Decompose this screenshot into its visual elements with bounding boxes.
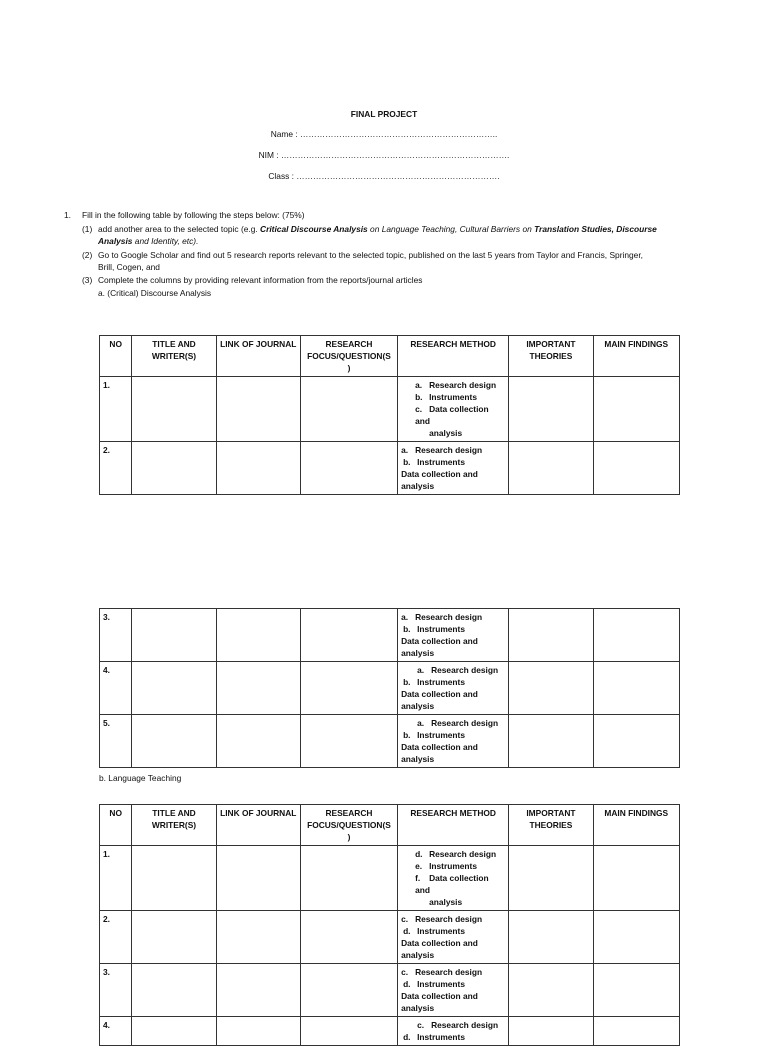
class-field: Class : ………………………………………………………………. — [268, 171, 500, 181]
row-number: 3. — [100, 964, 132, 1017]
cell-title[interactable] — [132, 442, 216, 495]
cell-method[interactable]: c. Research design d. Instruments Data collection and analysis — [398, 964, 509, 1017]
cell-method[interactable]: c. Research design d. Instruments Data collection and analysis — [398, 911, 509, 964]
header-findings: MAIN FINDINGS — [593, 336, 679, 377]
step-number: (2) — [82, 250, 93, 260]
header-method: RESEARCH METHOD — [398, 805, 509, 846]
cell-title[interactable] — [132, 1017, 216, 1046]
cell-theories[interactable] — [509, 662, 593, 715]
header-focus: RESEARCH FOCUS/QUESTION(S ) — [300, 805, 397, 846]
cell-theories[interactable] — [509, 715, 593, 768]
cell-theories[interactable] — [509, 911, 593, 964]
step-3-text: Complete the columns by providing relevant information from the reports/journal articles — [98, 275, 423, 285]
header-title: TITLE AND WRITER(S) — [132, 336, 216, 377]
row-number: 1. — [100, 377, 132, 442]
table-row — [100, 964, 680, 1017]
cell-method[interactable]: a. Research design b. Instruments Data collection and analysis — [398, 442, 509, 495]
cell-focus[interactable] — [300, 662, 397, 715]
step-1-emph: Analysis — [98, 236, 133, 246]
header-theories: IMPORTANT THEORIES — [509, 805, 593, 846]
cell-title[interactable] — [132, 377, 216, 442]
step-number: (3) — [82, 275, 93, 285]
step-1-emph: Translation Studies, Discourse — [534, 224, 657, 234]
cell-focus[interactable] — [300, 964, 397, 1017]
table-discourse-analysis-part-1 — [99, 335, 680, 495]
name-field: Name : …………………………………………………………….. — [270, 129, 498, 139]
cell-link[interactable] — [216, 377, 300, 442]
cell-focus[interactable] — [300, 715, 397, 768]
row-number: 2. — [100, 911, 132, 964]
table-row — [100, 377, 680, 442]
step-1-text — [98, 223, 704, 247]
cell-findings[interactable] — [593, 715, 679, 768]
cell-title[interactable] — [132, 911, 216, 964]
cell-findings[interactable] — [593, 377, 679, 442]
cell-title[interactable] — [132, 846, 216, 911]
cell-method[interactable]: c. Research design d. Instruments — [398, 1017, 509, 1046]
cell-findings[interactable] — [593, 911, 679, 964]
step-1-part: on Language Teaching, Cultural Barriers on — [367, 224, 535, 234]
step-1-part: add another area to the selected topic (e.g. — [98, 224, 261, 234]
cell-theories[interactable] — [509, 609, 593, 662]
instructions-intro: Fill in the following table by following the steps below: (75%) — [82, 210, 305, 220]
cell-focus[interactable] — [300, 442, 397, 495]
cell-method[interactable]: a. Research design b. Instruments c. Data collection and analysis — [398, 377, 509, 442]
cell-findings[interactable] — [593, 442, 679, 495]
header-link: LINK OF JOURNAL — [216, 805, 300, 846]
table-row — [100, 715, 680, 768]
header-theories: IMPORTANT THEORIES — [509, 336, 593, 377]
row-number: 5. — [100, 715, 132, 768]
cell-title[interactable] — [132, 662, 216, 715]
nim-field: NIM : ………………………………………………………………………. — [258, 150, 510, 160]
table-row — [100, 1017, 680, 1046]
row-number: 4. — [100, 1017, 132, 1046]
table-row — [100, 662, 680, 715]
item-number: 1. — [64, 210, 71, 220]
cell-findings[interactable] — [593, 846, 679, 911]
step-2-line: Go to Google Scholar and find out 5 research reports relevant to the selected topic, published on the last 5 years from Taylor and Francis, Springer, — [98, 250, 643, 260]
cell-link[interactable] — [216, 662, 300, 715]
step-2-text — [98, 249, 704, 273]
row-number: 4. — [100, 662, 132, 715]
cell-theories[interactable] — [509, 846, 593, 911]
cell-title[interactable] — [132, 715, 216, 768]
cell-focus[interactable] — [300, 609, 397, 662]
cell-theories[interactable] — [509, 964, 593, 1017]
header-findings: MAIN FINDINGS — [593, 805, 679, 846]
instructions — [64, 209, 704, 300]
cell-findings[interactable] — [593, 609, 679, 662]
table-language-teaching — [99, 804, 680, 1046]
header-link: LINK OF JOURNAL — [216, 336, 300, 377]
header-title: TITLE AND WRITER(S) — [132, 805, 216, 846]
cell-theories[interactable] — [509, 442, 593, 495]
table-header-row — [100, 336, 680, 377]
cell-link[interactable] — [216, 609, 300, 662]
table-discourse-analysis-part-2 — [99, 608, 680, 768]
cell-method[interactable]: d. Research design e. Instruments f. Data collection and analysis — [398, 846, 509, 911]
cell-link[interactable] — [216, 911, 300, 964]
cell-link[interactable] — [216, 846, 300, 911]
step-2-line: Brill, Cogen, and — [98, 262, 160, 272]
cell-link[interactable] — [216, 715, 300, 768]
cell-focus[interactable] — [300, 1017, 397, 1046]
subsection-a-label: a. (Critical) Discourse Analysis — [98, 288, 212, 298]
row-number: 3. — [100, 609, 132, 662]
cell-findings[interactable] — [593, 662, 679, 715]
table-row — [100, 442, 680, 495]
table-row — [100, 609, 680, 662]
cell-link[interactable] — [216, 442, 300, 495]
cell-method[interactable]: a. Research design b. Instruments Data collection and analysis — [398, 662, 509, 715]
cell-method[interactable]: a. Research design b. Instruments Data collection and analysis — [398, 715, 509, 768]
cell-method[interactable]: a. Research design b. Instruments Data collection and analysis — [398, 609, 509, 662]
header-no: NO — [100, 336, 132, 377]
row-number: 1. — [100, 846, 132, 911]
cell-theories[interactable] — [509, 1017, 593, 1046]
cell-link[interactable] — [216, 964, 300, 1017]
step-1-emph: Critical Discourse Analysis — [260, 224, 368, 234]
step-1-part: and Identity, etc). — [132, 236, 199, 246]
cell-focus[interactable] — [300, 846, 397, 911]
cell-focus[interactable] — [300, 377, 397, 442]
table-header-row — [100, 805, 680, 846]
cell-findings[interactable] — [593, 1017, 679, 1046]
cell-findings[interactable] — [593, 964, 679, 1017]
step-number: (1) — [82, 224, 93, 234]
cell-title[interactable] — [132, 964, 216, 1017]
header-no: NO — [100, 805, 132, 846]
document-title: FINAL PROJECT — [350, 109, 418, 119]
table-row — [100, 846, 680, 911]
cell-link[interactable] — [216, 1017, 300, 1046]
cell-theories[interactable] — [509, 377, 593, 442]
subsection-b-label: b. Language Teaching — [99, 773, 182, 783]
header-method: RESEARCH METHOD — [398, 336, 509, 377]
row-number: 2. — [100, 442, 132, 495]
header-focus: RESEARCH FOCUS/QUESTION(S ) — [300, 336, 397, 377]
cell-title[interactable] — [132, 609, 216, 662]
cell-focus[interactable] — [300, 911, 397, 964]
table-row — [100, 911, 680, 964]
